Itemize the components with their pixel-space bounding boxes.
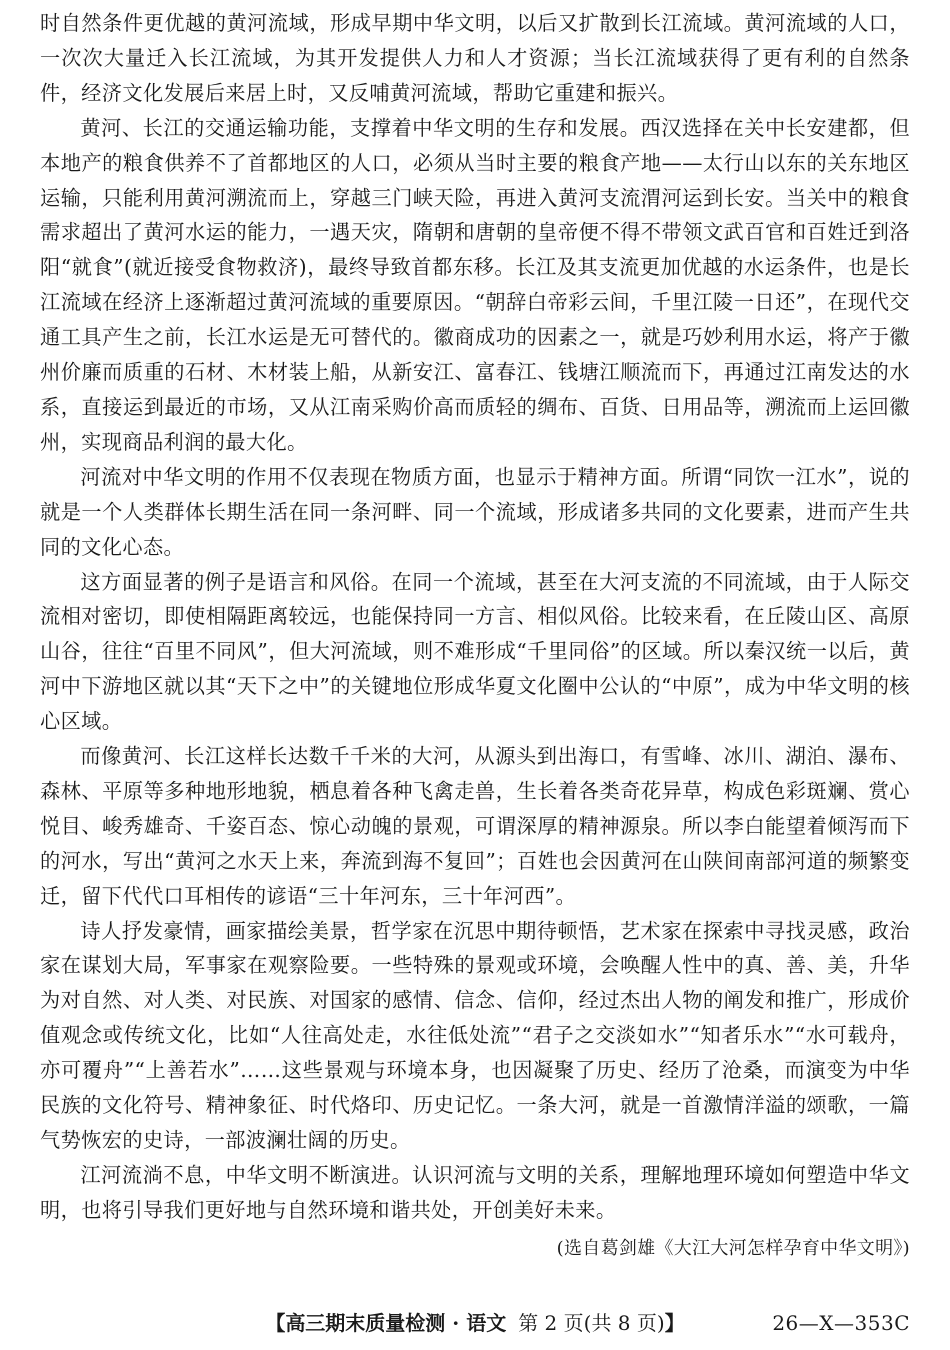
footer-exam-title: 高三期末质量检测: [285, 1311, 446, 1335]
footer-dot: ·: [445, 1311, 467, 1335]
paragraph-6: 诗人抒发豪情，画家描绘美景，哲学家在沉思中期待顿悟，艺术家在探索中寻找灵感，政治家在谋划大局，军事家在观察险要。一些特殊的景观或环境，会唤醒人性中的真、善、美，升华为对自然、对人类、对民族、对国家的感情、信念、信仰，经过杰出人物的阐发和推广，形成价值观念或传统文化，比如“人往高处走，水往低处流”“君子之交淡如水”“知者乐水”“水可载舟，亦可覆舟”“上善若水”……这些景观与环境本身，也因凝聚了历史、经历了沧桑，而演变为中华民族的文化符号、精神象征、时代烙印、历史记忆。一条大河，就是一首激情洋溢的颂歌，一篇气势恢宏的史诗，一部波澜壮阔的历史。: [40, 918, 910, 1152]
paragraph-1: 时自然条件更优越的黄河流域，形成早期中华文明，以后又扩散到长江流域。黄河流域的人口，一次次大量迁入长江流域，为其开发提供人力和人才资源；当长江流域获得了更有利的自然条件，经济文化发展后来居上时，又反哺黄河流域，帮助它重建和振兴。: [40, 11, 910, 105]
footer-bracket-left: 【: [265, 1311, 286, 1335]
footer-subject: 语文: [466, 1311, 507, 1335]
article-body: [40, 6, 910, 1228]
footer-bracket-right: 】: [664, 1311, 685, 1335]
footer-paper-code: 26—X—353C: [772, 1311, 910, 1335]
page-footer: [40, 1308, 910, 1338]
footer-page-info: 第 2 页(共 8 页): [518, 1311, 665, 1335]
paragraph-4: 这方面显著的例子是语言和风俗。在同一个流域，甚至在大河支流的不同流域，由于人际交流相对密切，即使相隔距离较远，也能保持同一方言、相似风俗。比较来看，在丘陵山区、高原山谷，往往“百里不同风”，但大河流域，则不难形成“千里同俗”的区域。所以秦汉统一以后，黄河中下游地区就以其“天下之中”的关键地位形成华夏文化圈中公认的“中原”，成为中华文明的核心区域。: [40, 569, 910, 734]
paragraph-5: 而像黄河、长江这样长达数千千米的大河，从源头到出海口，有雪峰、冰川、湖泊、瀑布、森林、平原等多种地形地貌，栖息着各种飞禽走兽，生长着各类奇花异草，构成色彩斑斓、赏心悦目、峻秀雄奇、千姿百态、惊心动魄的景观，可谓深厚的精神源泉。所以李白能望着倾泻而下的河水，写出“黄河之水天上来，奔流到海不复回”；百姓也会因黄河在山陕间南部河道的频繁变迁，留下代代口耳相传的谚语“三十年河东，三十年河西”。: [40, 744, 910, 908]
paragraph-7: 江河流淌不息，中华文明不断演进。认识河流与文明的关系，理解地理环境如何塑造中华文明，也将引导我们更好地与自然环境和谐共处，开创美好未来。: [40, 1162, 910, 1222]
paragraph-2: 黄河、长江的交通运输功能，支撑着中华文明的生存和发展。西汉选择在关中长安建都，但本地产的粮食供养不了首都地区的人口，必须从当时主要的粮食产地——太行山以东的关东地区运输，只能利用黄河溯流而上，穿越三门峡天险，再进入黄河支流渭河运到长安。当关中的粮食需求超出了黄河水运的能力，一遇天灾，隋朝和唐朝的皇帝便不得不带领文武百官和百姓迁到洛阳“就食”(就近接受食物救济)，最终导致首都东移。长江及其支流更加优越的水运条件，也是长江流域在经济上逐渐超过黄河流域的重要原因。“朝辞白帝彩云间，千里江陵一日还”，在现代交通工具产生之前，长江水运是无可替代的。徽商成功的因素之一，就是巧妙利用水运，将产于徽州价廉而质重的石材、木材装上船，从新安江、富春江、钱塘江顺流而下，再通过江南发达的水系，直接运到最近的市场，又从江南采购价高而质轻的绸布、百货、日用品等，溯流而上运回徽州，实现商品利润的最大化。: [40, 115, 910, 454]
paragraph-3: 河流对中华文明的作用不仅表现在物质方面，也显示于精神方面。所谓“同饮一江水”，说的就是一个人类群体长期生活在同一条河畔、同一个流域，形成诸多共同的文化要素，进而产生共同的文化心态。: [40, 464, 910, 559]
source-citation: (选自葛剑雄《大江大河怎样孕育中华文明》): [556, 1237, 910, 1259]
